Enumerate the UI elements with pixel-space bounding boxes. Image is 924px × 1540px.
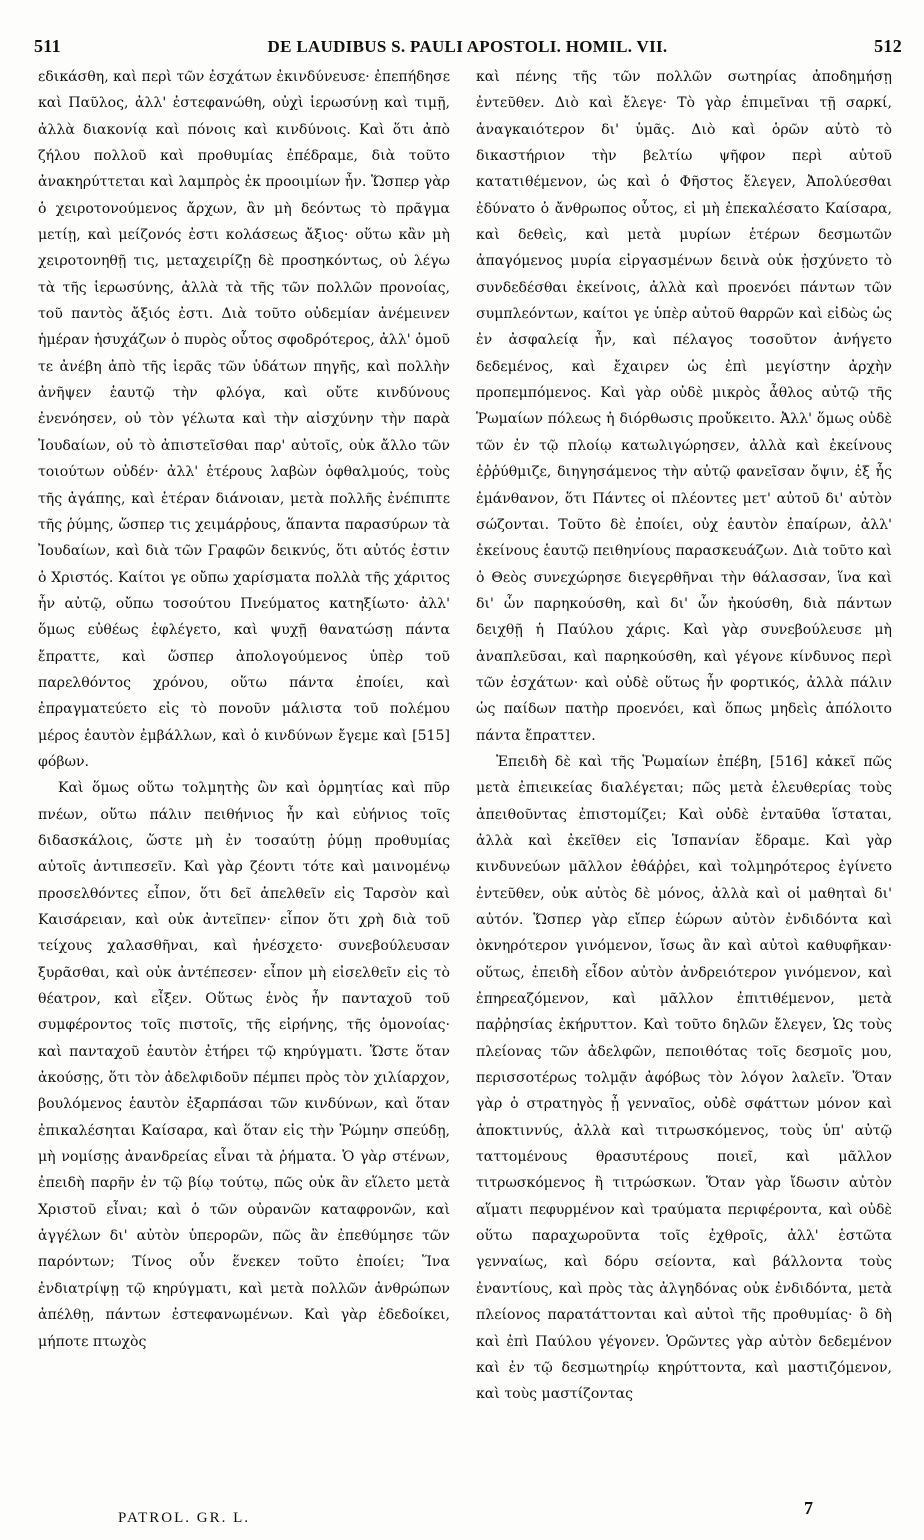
right-paragraph-2: Ἐπειδὴ δὲ καὶ τῆς Ῥωμαίων ἐπέβη, [516] κἀκεῖ πῶς μετὰ ἐπιεικείας διαλέγεται; πῶς μετὰ ἐλευθερίας τοὺς ἀπειθοῦντας ἐπιστομίζει; Καὶ οὐδὲ ἐνταῦθα ἵσταται, ἀλλὰ καὶ ἐκεῖθεν εἰς Ἱσπανίαν ἔδραμε. Καὶ γὰρ κινδυνεύων μᾶλλον ἐθάῤῥει, καὶ τολμηρότερος ἐγίνετο ἐντεῦθεν, οὐκ αὐτὸς δὲ μόνος, ἀλλὰ καὶ οἱ μαθηταὶ δι' αὐτόν. Ὥσπερ γὰρ εἴπερ ἑώρων αὐτὸν ἐνδιδόντα καὶ ὀκνηρότερον γινόμενον, ἴσως ἂν καὶ αὐτοὶ καθυφῆκαν· οὕτως, ἐπειδὴ εἶδον αὐτὸν ἀνδρειότερον γινόμενον, καὶ ἐπηρεαζόμενον, καὶ μᾶλλον ἐπιτιθέμενον, μετὰ παῤῥησίας ἐκήρυττον. Καὶ τοῦτο δηλῶν ἔλεγεν, Ὡς τοὺς πλείονας τῶν ἀδελφῶν, πεποιθότας τοῖς δεσμοῖς μου, περισσοτέρως τολμᾷν ἀφόβως τὸν λόγον λαλεῖν. Ὅταν γὰρ ὁ στρατηγὸς ᾖ γενναῖος, οὐδὲ σφάττων μόνον καὶ ἀποκτιννύς, ἀλλὰ καὶ τιτρωσκόμενος, τοὺς ὑπ' αὐτῷ ταττομένους θρασυτέρους ποιεῖ, καὶ μᾶλλον τιτρωσκόμενος ἢ τιτρώσκων. Ὅταν γὰρ ἴδωσιν αὐτὸν αἵματι πεφυρμένον καὶ τραύματα περιφέροντα, καὶ οὐδὲ οὕτω παραχωροῦντα τοῖς ἐχθροῖς, ἀλλ' ἑστῶτα γενναίως, καὶ δόρυ σείοντα, καὶ βάλλοντα τοὺς ἐναντίους, καὶ πρὸς τὰς ἀλγηδόνας οὐκ ἐνδιδόντα, μετὰ πλείονος παρατάττονται καὶ αὐτοὶ τῆς προθυμίας· ὃ δὴ καὶ ἐπὶ Παύλου γέγονεν. Ὁρῶντες γὰρ αὐτὸν δεδεμένον καὶ ἐν τῷ δεσμωτηρίῳ κηρύττοντα, καὶ μαστιζόμενον, καὶ τοὺς μαστίζοντας	[476, 753, 892, 1403]
left-column	[38, 64, 450, 1355]
running-header	[34, 36, 902, 60]
right-paragraph-1: καὶ πένης τῆς τῶν πολλῶν σωτηρίας ἀποδημήσῃ ἐντεῦθεν. Διὸ καὶ ἔλεγε· Τὸ γὰρ ἐπιμεῖναι τῇ σαρκί, ἀναγκαιότερον δι' ὑμᾶς. Διὸ καὶ ὁρῶν αὐτὸ τὸ δικαστήριον τὴν βελτίω ψῆφον περὶ αὐτοῦ κατατιθέμενον, ὡς καὶ ὁ Φῆστος ἔλεγεν, Ἀπολύεσθαι ἐδύνατο ὁ ἄνθρωπος οὗτος, εἰ μὴ ἐπεκαλέσατο Καίσαρα, καὶ δεθεὶς, καὶ μετὰ μυρίων ἑτέρων δεσμωτῶν ἀπαγόμενος μυρία εἰργασμένων δεινὰ οὐκ ᾐσχύνετο τὸ συνδεδέσθαι ἐκείνοις, ἀλλὰ καὶ προενόει πάντων τῶν συμπλεόντων, καίτοι γε ὑπὲρ αὐτοῦ θαρρῶν καὶ εἰδὼς ὡς ἐν ἀσφαλείᾳ ἦν, καὶ πέλαγος τοσοῦτον ἀνήγετο δεδεμένος, καὶ ἔχαιρεν ὡς ἐπὶ μεγίστην ἀρχὴν προπεμπόμενος. Καὶ γὰρ οὐδὲ μικρὸς ἆθλος αὐτῷ τῆς Ῥωμαίων πόλεως ἡ διόρθωσις προὔκειτο. Ἀλλ' ὅμως οὐδὲ τῶν ἐν τῷ πλοίῳ κατωλιγώρησεν, ἀλλὰ καὶ ἐκείνους ἐῤῥύθμιζε, διηγησάμενος τὴν αὐτῷ φανεῖσαν ὄψιν, ἐξ ἧς ἐμάνθανον, ὅτι Πάντες οἱ πλέοντες μετ' αὐτοῦ δι' αὐτὸν σώζονται. Τοῦτο δὲ ἐποίει, οὐχ ἑαυτὸν ἐπαίρων, ἀλλ' ἐκείνους ἑαυτῷ πειθηνίους παρασκευάζων. Διὰ τοῦτο καὶ ὁ Θεὸς συνεχώρησε διεγερθῆναι τὴν θάλασσαν, ἵνα καὶ δι' ὧν παρηκούσθη, καὶ δι' ὧν ἠκούσθη, διὰ πάντων δειχθῇ ἡ Παύλου χάρις. Καὶ γὰρ συνεβούλευσε μὴ ἀναπλεῦσαι, καὶ παρηκούσθη, καὶ γέγονε κίνδυνος περὶ τῶν ἐσχάτων· καὶ οὐδὲ οὕτως ἦν φορτικός, ἀλλὰ πάλιν ὡς παίδων πατὴρ προενόει, καὶ ὅπως μηδεὶς ἀπόλοιτο πάντα ἔπραττεν.	[476, 69, 892, 744]
page-title: DE LAUDIBUS S. PAULI APOSTOLI. HOMIL. VII.	[267, 37, 668, 56]
right-column	[476, 64, 892, 1408]
signature-number: 7	[804, 1498, 813, 1518]
signature-mark: PATROL. GR. L.	[118, 1510, 251, 1526]
left-paragraph-2: Καὶ ὅμως οὕτω τολμητὴς ὢν καὶ ὁρμητίας καὶ πῦρ πνέων, οὕτω πάλιν πειθήνιος ἦν καὶ εὐήνιος τοῖς διδασκάλοις, ὥστε μὴ ἐν τοσαύτῃ ῥύμῃ προθυμίας αὐτοῖς ἀντιπεσεῖν. Καὶ γὰρ ζέοντι τότε καὶ μαινομένῳ προσελθόντες εἶπον, ὅτι δεῖ ἀπελθεῖν εἰς Ταρσὸν καὶ Καισάρειαν, καὶ οὐκ ἀντεῖπεν· εἶπον ὅτι χρὴ διὰ τοῦ τείχους χαλασθῆναι, καὶ ἠνέσχετο· συνεβούλευσαν ξυρᾶσθαι, καὶ οὐκ ἀντέπεσεν· εἶπον μὴ εἰσελθεῖν εἰς τὸ θέατρον, καὶ εἶξεν. Οὕτως ἑνὸς ἦν πανταχοῦ τοῦ συμφέροντος τοῖς πιστοῖς, τῆς εἰρήνης, τῆς ὁμονοίας· καὶ πανταχοῦ ἑαυτὸν ἐτήρει τῷ κηρύγματι. Ὥστε ὅταν ἀκούσῃς, ὅτι τὸν ἀδελφιδοῦν πέμπει πρὸς τὸν χιλίαρχον, βουλόμενος ἑαυτὸν ἐξαρπάσαι τῶν κινδύνων, καὶ ὅταν ἐπικαλέσηται Καίσαρα, καὶ ὅταν εἰς τὴν Ῥώμην σπεύδῃ, μὴ νομίσῃς ἀνανδρείας εἶναι τὰ ῥήματα. Ὁ γὰρ στένων, ἐπειδὴ παρῆν ἐν τῷ βίῳ τούτῳ, πῶς οὐκ ἂν εἵλετο μετὰ Χριστοῦ εἶναι; καὶ ὁ τῶν οὐρανῶν καταφρονῶν, καὶ ἀγγέλων δι' αὐτὸν ὑπερορῶν, πῶς ἂν ἐπεθύμησε τῶν παρόντων; Τίνος οὖν ἕνεκεν τοῦτο ἐποίει; Ἵνα ἐνδιατρίψῃ τῷ κηρύγματι, καὶ μετὰ πολλῶν ἀνθρώπων ἀπέλθῃ, πάντων ἐστεφανωμένων. Καὶ γὰρ ἐδεδοίκει, μήποτε πτωχὸς	[38, 780, 450, 1350]
page-number-left: 511	[34, 36, 61, 56]
page-number-right: 512	[874, 36, 902, 56]
left-paragraph-1: εδικάσθη, καὶ περὶ τῶν ἐσχάτων ἐκινδύνευσε· ἐπεπήδησε καὶ Παῦλος, ἀλλ' ἐστεφανώθη, οὐχὶ ἱερωσύνῃ καὶ τιμῇ, ἀλλὰ διακονίᾳ καὶ πόνοις καὶ κινδύνοις. Καὶ ὅτι ἀπὸ ζήλου πολλοῦ καὶ προθυμίας ἐπέδραμε, διὰ τοῦτο ἀνακηρύττεται καὶ λαμπρὸς ἐκ προοιμίων ἦν. Ὥσπερ γὰρ ὁ χειροτονούμενος ἄρχων, ἂν μὴ δεόντως τὸ πρᾶγμα μετίῃ, καὶ μείζονός ἐστι κολάσεως ἄξιος· οὕτω κἂν μὴ χειροτονηθῇ τις, μεταχειρίζῃ δὲ προσηκόντως, οὐ λέγω τὰ τῆς ἱερωσύνης, ἀλλὰ τὰ τῆς τῶν πολλῶν προνοίας, τοῦ παντὸς ἄξιός ἐστι. Διὰ τοῦτο οὐδεμίαν ἀνέμεινεν ἡμέραν ἡσυχάζων ὁ πυρὸς οὗτος σφοδρότερος, ἀλλ' ὁμοῦ τε ἀνέβη ἀπὸ τῆς ἱερᾶς τῶν ὑδάτων πηγῆς, καὶ πολλὴν ἀνῆψεν ἑαυτῷ τὴν φλόγα, καὶ οὔτε κινδύνους ἐνενόησεν, οὐ τὸν γέλωτα καὶ τὴν αἰσχύνην τὴν παρὰ Ἰουδαίων, οὐ τὸ ἀπιστεῖσθαι παρ' αὐτοῖς, οὐκ ἄλλο τῶν τοιούτων οὐδέν· ἀλλ' ἑτέρους λαβὼν ὀφθαλμούς, τοὺς τῆς ἀγάπης, καὶ ἑτέραν διάνοιαν, μετὰ πολλῆς ἐνέπιπτε τῆς ῥύμης, ὥσπερ τις χειμάρῥους, ἅπαντα παρασύρων τὰ Ἰουδαίων, καὶ διὰ τῶν Γραφῶν δεικνύς, ὅτι αὐτός ἐστιν ὁ Χριστός. Καίτοι γε οὔπω χαρίσματα πολλὰ τῆς χάριτος ἦν αὐτῷ, οὔπω τοσούτου Πνεύματος κατηξίωτο· ἀλλ' ὅμως εὐθέως ἐφλέγετο, καὶ ψυχῇ θανατώσῃ πάντα ἔπραττε, καὶ ὥσπερ ἀπολογούμενος ὑπὲρ τοῦ παρελθόντος χρόνου, οὕτω πάντα ἐποίει, καὶ ἐπραγματεύετο εἰς τὸ πονοῦν μάλιστα τοῦ πολέμου μέρος ἑαυτὸν ἐμβάλλων, καὶ ὁ κινδύνων ἔγεμε καὶ [515] φόβων.	[38, 69, 450, 770]
